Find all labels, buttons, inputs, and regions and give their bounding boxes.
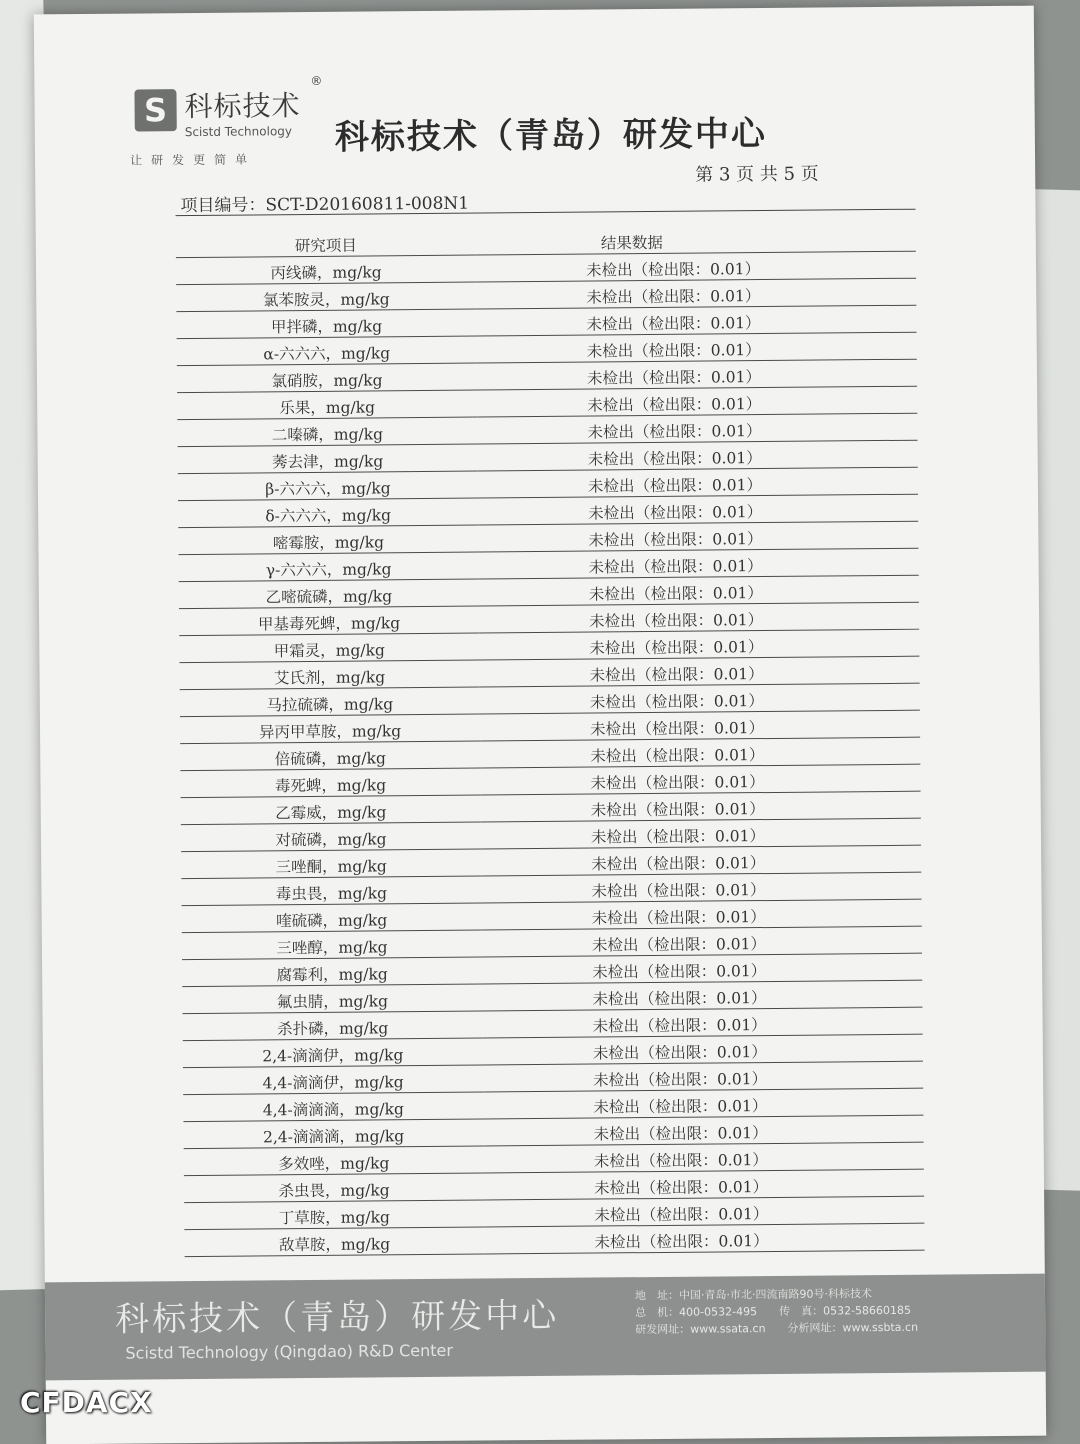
- analyte-name: 三唑醇，mg/kg: [182, 930, 482, 960]
- analyte-result: 未检出（检出限：0.01）: [480, 710, 920, 741]
- analyte-result: 未检出（检出限：0.01）: [480, 764, 920, 795]
- registered-mark: ®: [310, 73, 323, 88]
- analyte-name: α-六六六，mg/kg: [177, 336, 477, 366]
- analyte-result: 未检出（检出限：0.01）: [477, 386, 917, 417]
- analyte-name: 2,4-滴滴滴，mg/kg: [183, 1119, 483, 1149]
- analyte-name: 2,4-滴滴伊，mg/kg: [183, 1038, 483, 1068]
- results-table: [176, 225, 925, 1257]
- analyte-name: 多效唑，mg/kg: [184, 1146, 484, 1176]
- analyte-name: 毒虫畏，mg/kg: [181, 876, 481, 906]
- analyte-name: 乐果，mg/kg: [177, 390, 477, 420]
- analyte-result: 未检出（检出限：0.01）: [483, 1061, 923, 1092]
- analyte-name: 氯苯胺灵，mg/kg: [176, 282, 476, 312]
- analyte-name: 甲拌磷，mg/kg: [176, 309, 476, 339]
- analyte-result: 未检出（检出限：0.01）: [479, 629, 919, 660]
- analyte-result: 未检出（检出限：0.01）: [482, 980, 922, 1011]
- analyte-name: 甲霜灵，mg/kg: [179, 633, 479, 663]
- analyte-name: 4,4-滴滴滴，mg/kg: [183, 1092, 483, 1122]
- footer-address: 地 址：中国·青岛·市北·四流南路90号·科标技术: [634, 1287, 873, 1303]
- analyte-result: 未检出（检出限：0.01）: [484, 1196, 924, 1227]
- analyte-name: 喹硫磷，mg/kg: [182, 903, 482, 933]
- analyte-result: 未检出（检出限：0.01）: [481, 818, 921, 849]
- analyte-result: 未检出（检出限：0.01）: [481, 791, 921, 822]
- analyte-name: 腐霉利，mg/kg: [182, 957, 482, 987]
- analyte-result: 未检出（检出限：0.01）: [482, 953, 922, 984]
- column-header-item: 研究项目: [176, 229, 476, 258]
- footer-english-name: Scistd Technology (Qingdao) R&D Center: [125, 1340, 454, 1363]
- analyte-result: 未检出（检出限：0.01）: [478, 548, 918, 579]
- analyte-name: 艾氏剂，mg/kg: [179, 660, 479, 690]
- footer-website: 研发网址：www.ssata.cn 分析网址：www.ssbta.cn: [635, 1320, 919, 1337]
- analyte-result: 未检出（检出限：0.01）: [482, 926, 922, 957]
- analyte-result: 未检出（检出限：0.01）: [477, 413, 917, 444]
- analyte-result: 未检出（检出限：0.01）: [482, 899, 922, 930]
- company-logo-english: Scistd Technology: [184, 124, 293, 140]
- analyte-result: 未检出（检出限：0.01）: [479, 656, 919, 687]
- report-header-title: 科标技术（青岛）研发中心: [334, 113, 768, 158]
- project-number-value: SCT-D20160811-008N1: [265, 193, 470, 216]
- analyte-name: 对硫磷，mg/kg: [181, 822, 481, 852]
- analyte-name: 乙霉威，mg/kg: [181, 795, 481, 825]
- analyte-name: 倍硫磷，mg/kg: [180, 741, 480, 771]
- analyte-name: 马拉硫磷，mg/kg: [180, 687, 480, 717]
- footer-band: [45, 1274, 1046, 1381]
- analyte-result: 未检出（检出限：0.01）: [480, 683, 920, 714]
- analyte-name: β-六六六，mg/kg: [178, 471, 478, 501]
- analyte-name: 乙嘧硫磷，mg/kg: [179, 579, 479, 609]
- analyte-name: 杀扑磷，mg/kg: [183, 1011, 483, 1041]
- analyte-name: 杀虫畏，mg/kg: [184, 1173, 484, 1203]
- analyte-name: 氟虫腈，mg/kg: [182, 984, 482, 1014]
- column-header-result: 结果数据: [476, 225, 916, 255]
- analyte-result: 未检出（检出限：0.01）: [479, 575, 919, 606]
- footer-title: 科标技术（青岛）研发中心: [114, 1295, 560, 1340]
- analyte-name: 丁草胺，mg/kg: [184, 1200, 484, 1230]
- analyte-result: 未检出（检出限：0.01）: [477, 332, 917, 363]
- footer-phone: 总 机：400-0532-495 传 真：0532-58660185: [635, 1303, 912, 1320]
- analyte-result: 未检出（检出限：0.01）: [481, 845, 921, 876]
- analyte-name: 嘧霉胺，mg/kg: [178, 525, 478, 555]
- analyte-name: 4,4-滴滴伊，mg/kg: [183, 1065, 483, 1095]
- results-table-body: [176, 251, 925, 1256]
- analyte-name: 甲基毒死蜱，mg/kg: [179, 606, 479, 636]
- analyte-result: 未检出（检出限：0.01）: [484, 1169, 924, 1200]
- analyte-result: 未检出（检出限：0.01）: [483, 1088, 923, 1119]
- analyte-name: 毒死蜱，mg/kg: [180, 768, 480, 798]
- analyte-name: 敌草胺，mg/kg: [184, 1227, 484, 1257]
- watermark-text: CFDACX: [20, 1386, 153, 1419]
- analyte-result: 未检出（检出限：0.01）: [477, 359, 917, 390]
- report-sheet: [34, 6, 1046, 1444]
- analyte-result: 未检出（检出限：0.01）: [478, 467, 918, 498]
- analyte-result: 未检出（检出限：0.01）: [483, 1115, 923, 1146]
- analyte-result: 未检出（检出限：0.01）: [484, 1223, 924, 1254]
- company-logo-mark: S: [134, 89, 176, 131]
- analyte-result: 未检出（检出限：0.01）: [476, 251, 916, 282]
- analyte-result: 未检出（检出限：0.01）: [482, 1007, 922, 1038]
- analyte-result: 未检出（检出限：0.01）: [483, 1034, 923, 1065]
- analyte-result: 未检出（检出限：0.01）: [478, 494, 918, 525]
- analyte-name: γ-六六六，mg/kg: [178, 552, 478, 582]
- analyte-result: 未检出（检出限：0.01）: [476, 305, 916, 336]
- footer-contact-block: [635, 1284, 1035, 1338]
- analyte-result: 未检出（检出限：0.01）: [476, 278, 916, 309]
- table-row: [184, 1223, 924, 1256]
- analyte-name: 二嗪磷，mg/kg: [177, 417, 477, 447]
- analyte-name: 氯硝胺，mg/kg: [177, 363, 477, 393]
- analyte-result: 未检出（检出限：0.01）: [479, 602, 919, 633]
- analyte-result: 未检出（检出限：0.01）: [478, 521, 918, 552]
- analyte-name: 丙线磷，mg/kg: [176, 255, 476, 285]
- analyte-result: 未检出（检出限：0.01）: [484, 1142, 924, 1173]
- analyte-name: 莠去津，mg/kg: [178, 444, 478, 474]
- analyte-result: 未检出（检出限：0.01）: [481, 872, 921, 903]
- company-slogan: 让研发更简单: [129, 152, 257, 168]
- analyte-result: 未检出（检出限：0.01）: [480, 737, 920, 768]
- analyte-result: 未检出（检出限：0.01）: [478, 440, 918, 471]
- project-number-label: 项目编号：: [180, 195, 266, 217]
- page-indicator: 第 3 页 共 5 页: [695, 163, 819, 186]
- analyte-name: 三唑酮，mg/kg: [181, 849, 481, 879]
- analyte-name: 异丙甲草胺，mg/kg: [180, 714, 480, 744]
- analyte-name: δ-六六六，mg/kg: [178, 498, 478, 528]
- company-logo-text: 科标技术: [184, 89, 301, 124]
